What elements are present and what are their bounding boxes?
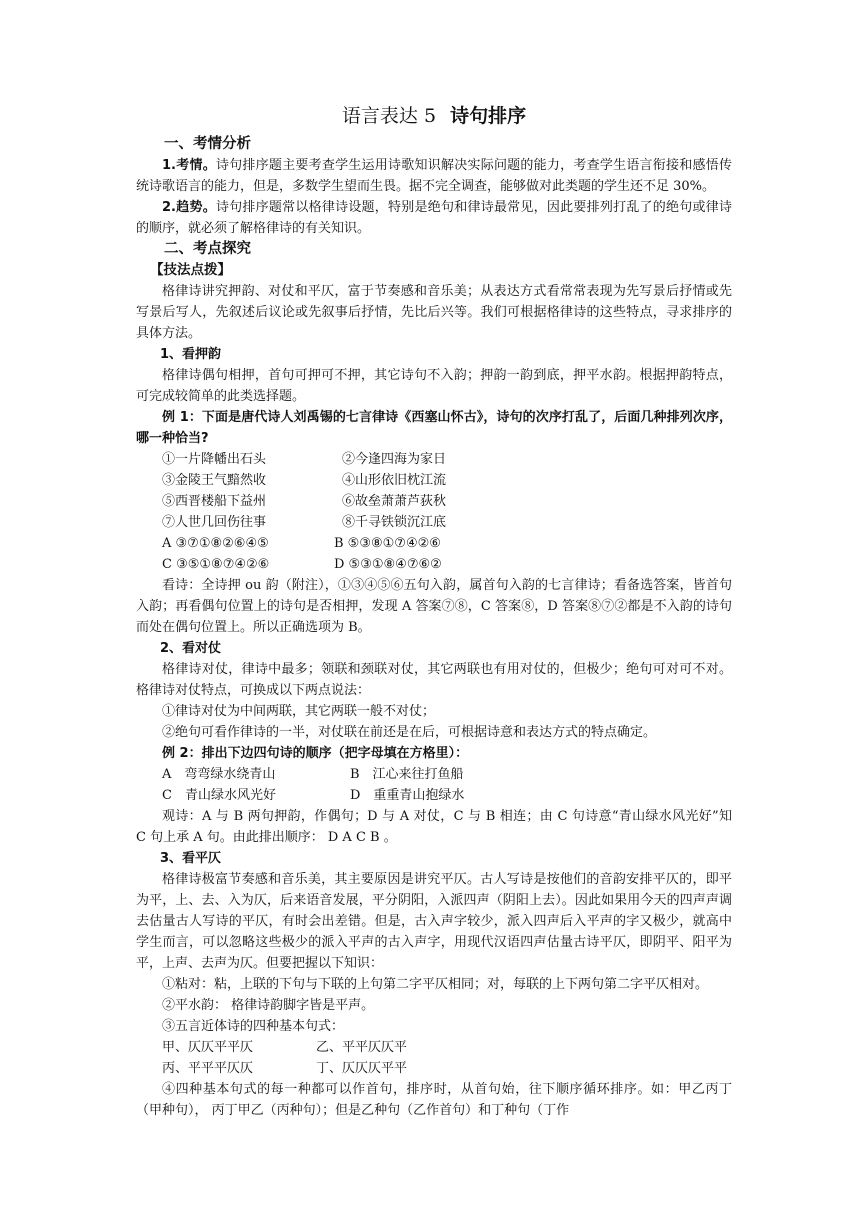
answer-option: A ③⑦①⑧②⑥④⑤ xyxy=(162,536,269,551)
example-2-analysis: 观诗：A 与 B 两句押韵，作偶句；D 与 A 对仗，C 与 B 相连；由 C 句诗意“青山绿水风光好”知 C 句上承 A 句。由此排出顺序： D A C B 。 xyxy=(136,809,732,845)
pattern-row xyxy=(136,1058,732,1079)
method-1-heading: 1、看押韵 xyxy=(160,347,222,362)
poem-line: ⑧千寻铁锁沉江底 xyxy=(342,515,447,530)
tone-pattern: 丙、平平平仄仄 xyxy=(162,1061,254,1076)
poem-line: A 弯弯绿水绕青山 xyxy=(162,767,276,782)
para-text: 诗句排序题常以格律诗设题，特别是绝句和律诗最常见，因此要排列打乱了的绝句或律诗的顺序，就必须了解格律诗的有关知识。 xyxy=(136,200,732,236)
method-2-rule-2: ②绝句可看作律诗的一半，对仗联在前还是在后，可根据诗意和表达方式的特点确定。 xyxy=(162,725,657,740)
poem-line-row xyxy=(136,470,732,491)
poem-line: ④山形依旧枕江流 xyxy=(342,473,447,488)
answer-option-row xyxy=(136,533,732,554)
poem-line: ③金陵王气黯然收 xyxy=(162,473,267,488)
method-3-knowledge-4: ④四种基本句式的每一种都可以作首句，排序时，从首句始，往下顺序循环排序。如：甲乙丙丁（甲种句）， 丙丁甲乙（丙种句）；但是乙种句（乙作首句）和丁种句（丁作 xyxy=(136,1082,732,1118)
technique-intro: 格律诗讲究押韵、对仗和平仄，富于节奏感和音乐美；从表达方式看常常表现为先写景后抒情或先写景后写人，先叙述后议论或先叙事后抒情，先比后兴等。我们可根据格律诗的这些特点，寻求排序的具体方法。 xyxy=(136,284,732,341)
section-1-para-2 xyxy=(136,197,732,239)
example-1-question: 例 1：下面是唐代诗人刘禹锡的七言律诗《西塞山怀古》，诗句的次序打乱了，后面几种排列次序，哪一种恰当? xyxy=(136,410,732,446)
poem-line: ⑦人世几回伤往事 xyxy=(162,515,267,530)
title-sub: 诗句排序 xyxy=(450,105,527,127)
answer-option: B ⑤③⑧①⑦④②⑥ xyxy=(334,536,441,551)
method-2-heading: 2、看对仗 xyxy=(160,641,222,656)
method-3-heading: 3、看平仄 xyxy=(160,851,222,866)
poem-line: B 江心来往打鱼船 xyxy=(350,767,464,782)
technique-heading: 【技法点拨】 xyxy=(150,262,231,278)
document-page xyxy=(136,100,732,1121)
para-label: 1.考情。 xyxy=(162,158,216,173)
section-1-heading: 一、考情分析 xyxy=(164,136,251,152)
answer-option-row xyxy=(136,554,732,575)
poem-line: ①一片降幡出石头 xyxy=(162,452,267,467)
poem-line-row xyxy=(136,512,732,533)
method-2-rule-1: ①律诗对仗为中间两联，其它两联一般不对仗； xyxy=(162,704,436,719)
method-3-knowledge-3: ③五言近体诗的四种基本句式： xyxy=(162,1019,345,1034)
answer-option: D ⑤③①⑧④⑦⑥② xyxy=(334,557,442,572)
tone-pattern: 丁、仄仄仄平平 xyxy=(316,1061,408,1076)
section-1-para-1 xyxy=(136,155,732,197)
example-1-analysis: 看诗：全诗押 ou 韵（附注），①③④⑤⑥五句入韵，属首句入韵的七言律诗；看备选答案，皆首句入韵；再看偶句位置上的诗句是否相押，发现 A 答案⑦⑧，C 答案⑧，D 答案⑧⑦②都是不入韵的诗句而处在偶句位置上。所以正确选项为 B。 xyxy=(136,578,732,635)
method-3-knowledge-1: ①粘对：粘，上联的下句与下联的上句第二字平仄相同；对，每联的上下两句第二字平仄相对。 xyxy=(162,977,709,992)
answer-option: C ③⑤①⑧⑦④②⑥ xyxy=(162,557,270,572)
poem-line-row xyxy=(136,785,732,806)
method-3-text: 格律诗极富节奏感和音乐美，其主要原因是讲究平仄。古人写诗是按他们的音韵安排平仄的，即平为平，上、去、入为仄，后来语音发展，平分阴阳，入派四声（阴阳上去）。因此如果用今天的四声声调去估量古人写诗的平仄，有时会出差错。但是，古入声字较少，派入四声后入平声的字又极少，就高中学生而言，可以忽略这些极少的派入平声的古入声字，用现代汉语四声估量古诗平仄，即阴平、阳平为平，上声、去声为仄。但要把握以下知识： xyxy=(136,872,732,971)
poem-line: D 重重青山抱绿水 xyxy=(350,788,465,803)
poem-line-row xyxy=(136,491,732,512)
method-1-text: 格律诗偶句相押，首句可押可不押，其它诗句不入韵；押韵一韵到底，押平水韵。根据押韵特点，可完成较简单的此类选择题。 xyxy=(136,368,732,404)
section-2-heading: 二、考点探究 xyxy=(164,241,251,257)
pattern-row xyxy=(136,1037,732,1058)
tone-pattern: 甲、仄仄平平仄 xyxy=(162,1040,254,1055)
poem-line: C 青山绿水风光好 xyxy=(162,788,276,803)
example-2-question: 例 2：排出下边四句诗的顺序（把字母填在方格里）： xyxy=(162,746,469,761)
method-3-knowledge-2: ②平水韵： 格律诗韵脚字皆是平声。 xyxy=(162,998,375,1013)
para-text: 诗句排序题主要考查学生运用诗歌知识解决实际问题的能力，考查学生语言衔接和感悟传统诗歌语言的能力，但是，多数学生望而生畏。据不完全调查，能够做对此类题的学生还不足 30%。 xyxy=(136,158,732,194)
method-2-text: 格律诗对仗，律诗中最多；领联和颈联对仗，其它两联也有用对仗的，但极少；绝句可对可不对。格律诗对仗特点，可换成以下两点说法： xyxy=(136,662,732,698)
title-main: 语言表达 5 xyxy=(341,105,437,127)
para-label: 2.趋势。 xyxy=(162,200,216,215)
poem-line-row xyxy=(136,764,732,785)
tone-pattern: 乙、平平仄仄平 xyxy=(316,1040,408,1055)
poem-line: ⑥故垒萧萧芦荻秋 xyxy=(342,494,447,509)
poem-line-row xyxy=(136,449,732,470)
document-title xyxy=(136,100,732,132)
poem-line: ②今逢四海为家日 xyxy=(342,452,447,467)
poem-line: ⑤西晋楼船下益州 xyxy=(162,494,267,509)
